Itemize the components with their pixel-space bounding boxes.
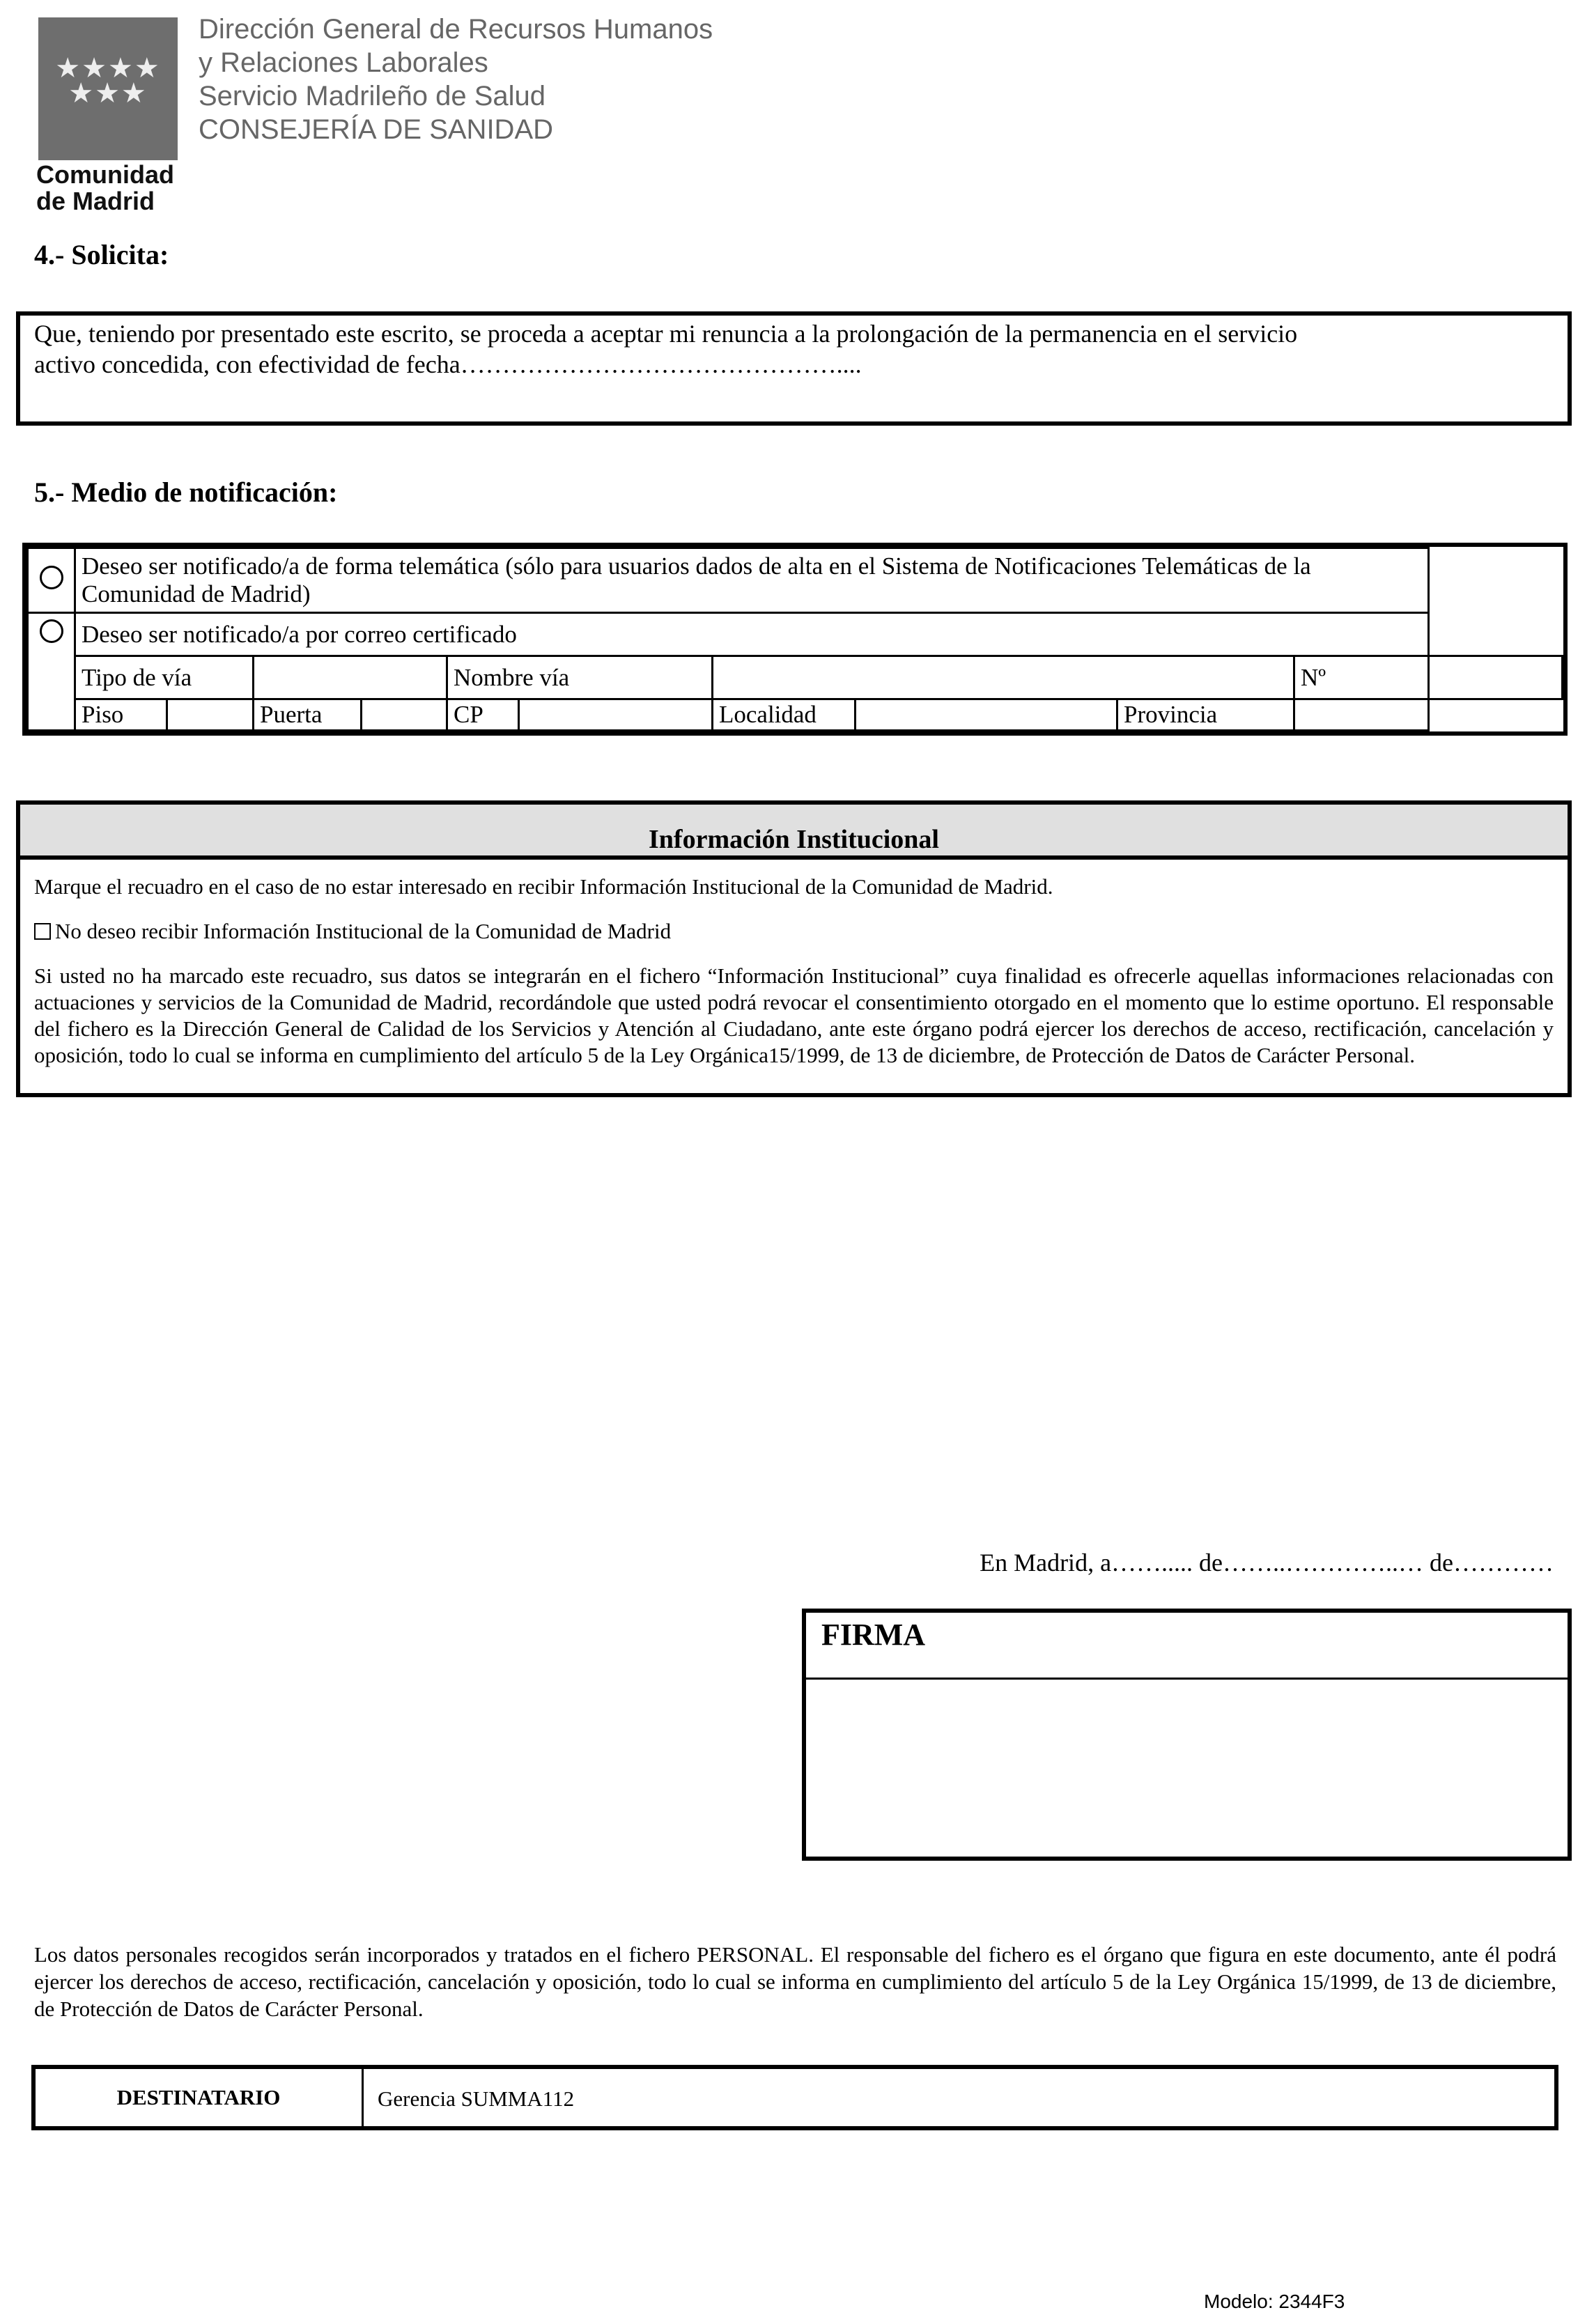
radio-telematica[interactable] <box>40 566 63 589</box>
model-code: Modelo: 2344F3 <box>1204 2291 1345 2312</box>
header-org <box>199 13 713 146</box>
info-title: Información Institucional <box>20 805 1568 860</box>
section-solicita-title: 4.- Solicita: <box>34 239 169 270</box>
logo-line: Comunidad <box>36 160 174 189</box>
input-puerta[interactable] <box>362 699 447 731</box>
checkbox-label: No deseo recibir Información Institucional de la Comunidad de Madrid <box>55 919 672 943</box>
section-notificacion-title: 5.- Medio de notificación: <box>34 477 338 508</box>
input-provincia[interactable] <box>1294 699 1429 731</box>
label-piso: Piso <box>75 699 167 731</box>
input-nombre-via[interactable] <box>713 656 1294 699</box>
logo-text <box>36 162 183 215</box>
info-intro: Marque el recuadro en el caso de no estar interesado en recibir Información Institucional de la Comunidad de Madrid. <box>34 874 1053 899</box>
solicita-text: activo concedida, con efectividad de fecha……………………………………….... <box>34 350 862 378</box>
no-info-checkbox[interactable] <box>34 923 51 940</box>
header-line: y Relaciones Laborales <box>199 47 488 78</box>
recipient-label: DESTINATARIO <box>36 2069 364 2126</box>
signature-box[interactable] <box>802 1609 1572 1861</box>
info-box <box>16 800 1572 1097</box>
header-line: CONSEJERÍA DE SANIDAD <box>199 114 554 145</box>
label-tipo-via: Tipo de vía <box>75 656 254 699</box>
info-legal-text: Si usted no ha marcado este recuadro, sus datos se integrarán en el fichero “Información Institucional” cuya finalidad es ofrecerle aquellas informaciones relacionadas con actuaciones y servicios de la Comunidad de Madrid, recordándole que usted podrá revocar el consentimiento otorgado en el momento que lo estime oportuno. El responsable del fichero es la Dirección General de Calidad de los Servicios y Atención al Ciudadano, ante este órgano podrá ejercer los derechos de acceso, rectificación, cancelación y oposición, todo lo cual se informa en cumplimiento del artículo 5 de la Ley Orgánica15/1999, de 13 de diciembre, de Protección de Datos de Carácter Personal. <box>34 963 1554 1067</box>
option-correo-label: Deseo ser notificado/a por correo certificado <box>75 613 1429 656</box>
logo-line: de Madrid <box>36 187 155 215</box>
label-localidad: Localidad <box>713 699 856 731</box>
header-line: Servicio Madrileño de Salud <box>199 81 546 111</box>
input-localidad[interactable] <box>856 699 1117 731</box>
info-checkbox-row <box>34 918 1554 945</box>
label-provincia: Provincia <box>1117 699 1294 731</box>
input-cp[interactable] <box>519 699 713 731</box>
option-telematica-label: Deseo ser notificado/a de forma telemática (sólo para usuarios dados de alta en el Sistema de Notificaciones Telemáticas de la Comunidad de Madrid) <box>75 548 1429 613</box>
input-piso[interactable] <box>167 699 254 731</box>
stars-icon: ★★★★ ★★★ <box>55 52 161 109</box>
privacy-notice: Los datos personales recogidos serán incorporados y tratados en el fichero PERSONAL. El responsable del fichero es el órgano que figura en este documento, ante él podrá ejercer los derechos de acceso, rectificación, cancelación y oposición, todo lo cual se informa en cumplimiento del artículo 5 de la Ley Orgánica 15/1999, de 13 de diciembre, de Protección de Datos de Carácter Personal. <box>34 1942 1556 2021</box>
label-cp: CP <box>447 699 519 731</box>
label-nombre-via: Nombre vía <box>447 656 713 699</box>
date-place-line[interactable]: En Madrid, a……..... de……..…………..… de………… <box>980 1549 1554 1577</box>
signature-title: FIRMA <box>806 1613 1568 1680</box>
header-line: Dirección General de Recursos Humanos <box>199 14 713 45</box>
label-puerta: Puerta <box>254 699 362 731</box>
label-numero: Nº <box>1294 656 1429 699</box>
radio-correo[interactable] <box>40 619 63 643</box>
input-numero[interactable] <box>1428 656 1563 699</box>
solicita-box <box>16 311 1572 426</box>
input-tipo-via[interactable] <box>254 656 447 699</box>
recipient-value: Gerencia SUMMA112 <box>378 2086 575 2111</box>
recipient-box <box>31 2065 1558 2130</box>
solicita-text: Que, teniendo por presentado este escrito, se proceda a aceptar mi renuncia a la prolongación de la permanencia en el servicio <box>34 320 1298 348</box>
notification-table <box>22 543 1568 736</box>
